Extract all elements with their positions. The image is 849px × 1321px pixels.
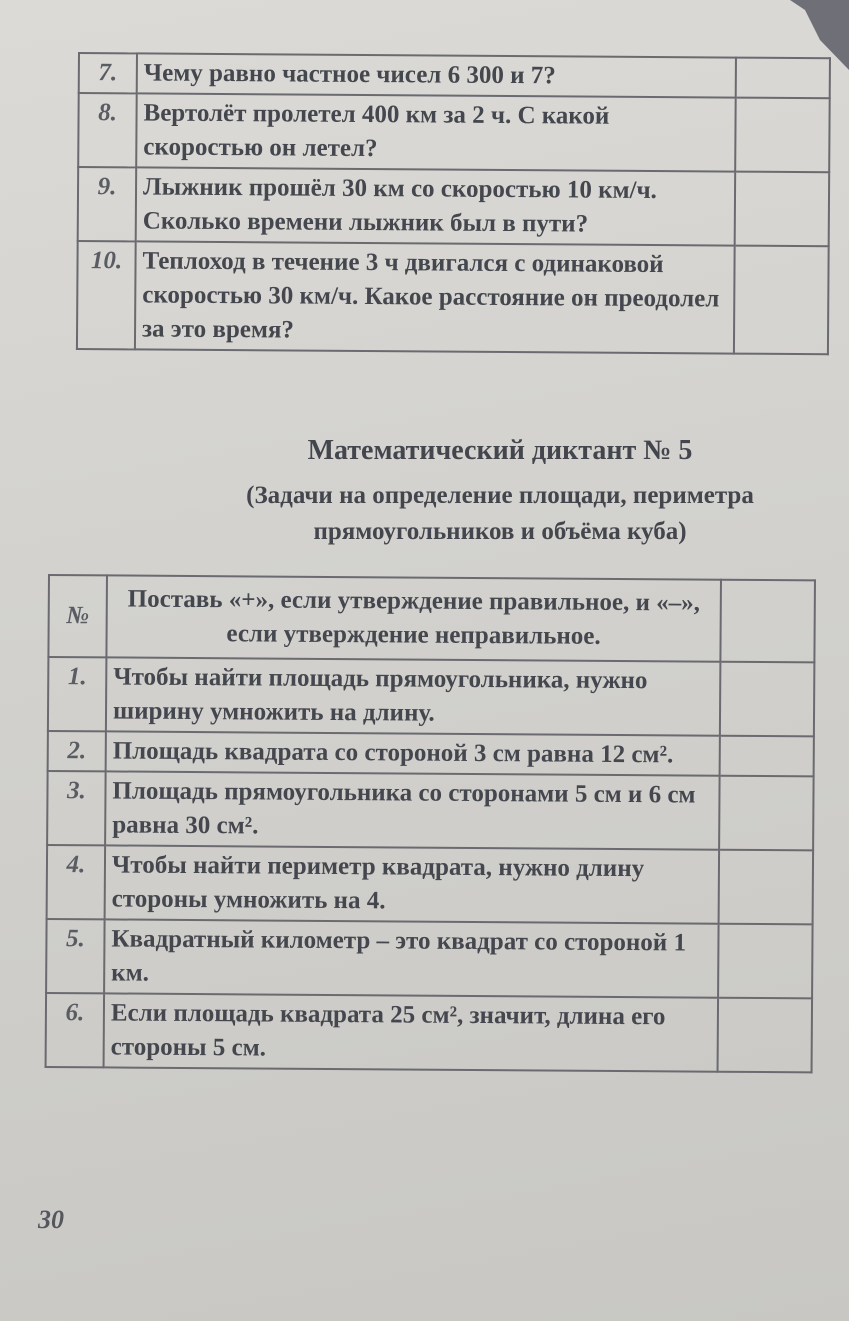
task-text: Чему равно частное чисел 6 300 и 7? xyxy=(137,53,736,97)
answer-column-header xyxy=(720,580,815,663)
page-number: 30 xyxy=(38,1205,64,1234)
statement-text: Площадь прямоугольника со сторонами 5 см и 6 см равна 30 см². xyxy=(105,771,720,849)
row-number: 2. xyxy=(48,731,106,771)
dictation-table xyxy=(45,574,816,1073)
row-number: 3. xyxy=(47,771,106,845)
table-row xyxy=(46,919,812,998)
statement-text: Если площадь квадрата 25 см², значит, длина его стороны 5 см. xyxy=(104,993,719,1071)
table-row xyxy=(78,167,829,246)
statement-text: Чтобы найти площадь прямоугольника, нужно ширину умножить на длину. xyxy=(106,657,721,735)
row-number: 8. xyxy=(78,93,137,167)
section-subtitle: (Задачи на определение площади, периметра прямоугольников и объёма куба) xyxy=(246,482,754,545)
answer-cell xyxy=(735,98,830,173)
answer-cell xyxy=(720,736,814,777)
row-number: 1. xyxy=(48,657,107,731)
table-row xyxy=(46,993,812,1072)
answer-cell xyxy=(736,58,830,99)
answer-cell xyxy=(719,776,814,851)
row-number: 5. xyxy=(46,919,105,993)
number-column-header: № xyxy=(48,575,107,657)
table-row xyxy=(47,845,813,924)
answer-cell xyxy=(734,246,829,355)
row-number: 6. xyxy=(46,993,105,1067)
task-text: Теплоход в течение 3 ч двигался с одинаковой скоростью 30 км/ч. Какое расстояние он преодолел за это время? xyxy=(135,241,735,353)
statement-text: Площадь квадрата со стороной 3 см равна 12 см². xyxy=(106,731,720,775)
answer-cell xyxy=(720,662,815,737)
table-header-row xyxy=(48,575,815,662)
task-text: Вертолёт пролетел 400 км за 2 ч. С какой скоростью он летел? xyxy=(136,93,736,171)
table-row xyxy=(78,93,829,172)
row-number: 4. xyxy=(47,845,106,919)
instruction-header: Поставь «+», если утверждение правильное, и «–», если утверждение неправильное. xyxy=(106,575,721,661)
row-number: 10. xyxy=(77,241,136,349)
answer-cell xyxy=(735,172,830,247)
row-number: 7. xyxy=(79,53,137,93)
answer-cell xyxy=(718,998,813,1073)
answer-cell xyxy=(719,850,814,925)
task-table-top xyxy=(76,52,831,355)
table-row xyxy=(79,53,830,98)
answer-cell xyxy=(718,924,813,999)
table-row xyxy=(48,731,814,776)
statement-text: Квадратный километр – это квадрат со стороной 1 км. xyxy=(104,919,719,997)
task-text: Лыжник прошёл 30 км со скоростью 10 км/ч. Сколько времени лыжник был в пути? xyxy=(136,167,736,245)
table-row xyxy=(48,657,814,736)
section-title: Математический диктант № 5 xyxy=(307,435,693,466)
table-row xyxy=(47,771,813,850)
table-row xyxy=(77,241,829,354)
statement-text: Чтобы найти периметр квадрата, нужно длину стороны умножить на 4. xyxy=(105,845,720,923)
row-number: 9. xyxy=(78,167,137,241)
